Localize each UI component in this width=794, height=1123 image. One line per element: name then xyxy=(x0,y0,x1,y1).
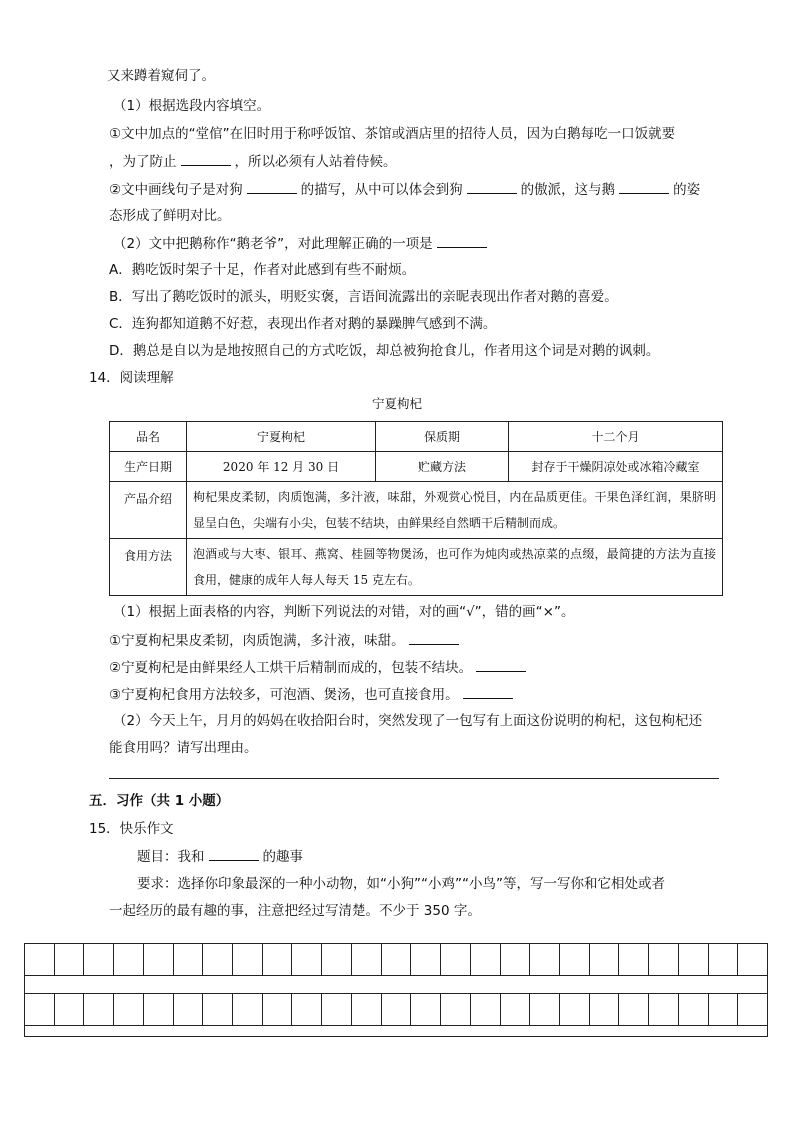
table-row xyxy=(110,482,723,539)
q13-option-b[interactable]: B．写出了鹅吃饭时的派头，明贬实褒，言语间流露出的亲昵表现出作者对鹅的喜爱。 xyxy=(109,289,618,305)
q13-option-d[interactable]: D．鹅总是自以为是地按照自己的方式吃饭，却总被狗抢食儿，作者用这个词是对鹅的讽刺。 xyxy=(109,343,660,359)
writing-grid-gap xyxy=(24,976,768,993)
q13-item2-line1: ②文中画线句子是对狗 的描写，从中可以体会到狗 的傲派，这与鹅 的姿 xyxy=(109,179,700,200)
answer-blank[interactable] xyxy=(247,179,297,194)
answer-blank[interactable] xyxy=(209,846,259,861)
q13-part2-label: （2）文中把鹅称作“鹅老爷”，对此理解正确的一项是 xyxy=(113,233,491,254)
writing-grid-row[interactable] xyxy=(24,943,768,976)
q13-item1-line1: ①文中加点的“堂倌”在旧时用于称呼饭馆、茶馆或酒店里的招待人员，因为白鹅每吃一口饭就要 xyxy=(109,126,676,142)
q14-heading: 14．阅读理解 xyxy=(89,370,174,386)
answer-blank[interactable] xyxy=(476,657,526,672)
table-cell: 产品介绍 xyxy=(110,482,187,539)
table-cell: 泡酒或与大枣、银耳、燕窝、桂圆等物煲汤，也可作为炖肉或热凉菜的点缀，最简捷的方法为直接食用，健康的成年人每人每天 15 克左右。 xyxy=(187,539,723,596)
table-cell: 宁夏枸杞 xyxy=(187,422,376,452)
table-row xyxy=(110,539,723,596)
table-title: 宁夏枸杞 xyxy=(371,396,422,411)
table-cell: 生产日期 xyxy=(110,452,187,482)
table-cell: 食用方法 xyxy=(110,539,187,596)
table-cell: 封存于干燥阴凉处或冰箱冷藏室 xyxy=(509,452,723,482)
section5-heading: 五．习作（共 1 小题） xyxy=(89,793,230,809)
writing-grid-bottom xyxy=(24,1026,768,1037)
q13-item2-line2: 态形成了鲜明对比。 xyxy=(109,208,231,224)
answer-blank[interactable] xyxy=(467,179,517,194)
q14-judgment-2: ②宁夏枸杞是由鲜果经人工烘干后精制而成的，包装不结块。 xyxy=(109,657,530,678)
q14-part1-label: （1）根据上面表格的内容，判断下列说法的对错，对的画“√”，错的画“×”。 xyxy=(113,604,575,620)
q14-part2-line2: 能食用吗？请写出理由。 xyxy=(109,740,258,756)
answer-blank[interactable] xyxy=(437,233,487,248)
q15-req-line2: 一起经历的最有趣的事，注意把经过写清楚。不少于 350 字。 xyxy=(109,903,481,919)
q15-heading: 15．快乐作文 xyxy=(89,821,174,837)
q15-topic: 题目：我和 的趣事 xyxy=(137,846,303,867)
q14-judgment-3: ③宁夏枸杞食用方法较多，可泡酒、煲汤，也可直接食用。 xyxy=(109,684,517,705)
passage-end: 又来蹲着窥伺了。 xyxy=(107,68,215,84)
q13-option-a[interactable]: A．鹅吃饭时架子十足，作者对此感到有些不耐烦。 xyxy=(109,262,416,278)
table-cell: 贮藏方法 xyxy=(376,452,509,482)
table-row xyxy=(110,452,723,482)
table-cell: 枸杞果皮柔韧，肉质饱满，多汁液，味甜，外观赏心悦目，内在品质更佳。干果色泽红润，果脐明显呈白色，尖端有小尖，包装不结块，由鲜果经自然晒干后精制而成。 xyxy=(187,482,723,539)
table-cell: 品名 xyxy=(110,422,187,452)
q15-req-line1: 要求：选择你印象最深的一种小动物，如“小狗”“小鸡”“小鸟”等，写一写你和它相处或者 xyxy=(137,876,665,892)
table-cell: 2020 年 12 月 30 日 xyxy=(187,452,376,482)
q13-option-c[interactable]: C．连狗都知道鹅不好惹，表现出作者对鹅的暴躁脾气感到不满。 xyxy=(109,316,497,332)
table-cell: 十二个月 xyxy=(509,422,723,452)
product-info-table xyxy=(109,421,723,596)
answer-line[interactable] xyxy=(109,778,719,779)
answer-blank[interactable] xyxy=(463,684,513,699)
answer-blank[interactable] xyxy=(409,630,459,645)
q13-part1-label: （1）根据选段内容填空。 xyxy=(113,98,271,114)
q14-part2-line1: （2）今天上午，月月的妈妈在收拾阳台时，突然发现了一包写有上面这份说明的枸杞，这包枸杞还 xyxy=(113,713,703,729)
writing-grid-row[interactable] xyxy=(24,993,768,1026)
table-cell: 保质期 xyxy=(376,422,509,452)
q13-item1-line2: ，为了防止 ，所以必须有人站着侍候。 xyxy=(109,151,397,172)
q14-judgment-1: ①宁夏枸杞果皮柔韧，肉质饱满，多汁液，味甜。 xyxy=(109,630,463,651)
answer-blank[interactable] xyxy=(181,151,231,166)
answer-blank[interactable] xyxy=(619,179,669,194)
table-row xyxy=(110,422,723,452)
